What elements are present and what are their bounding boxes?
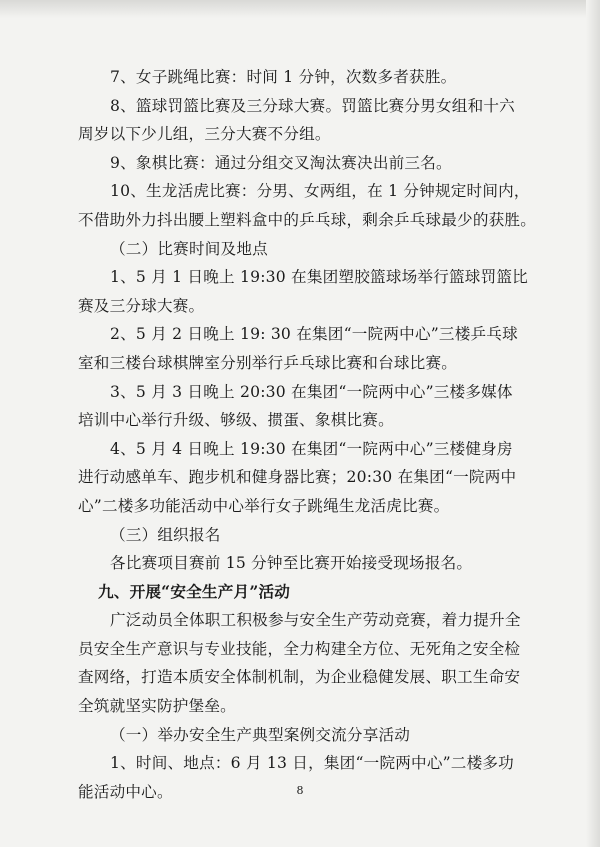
text-line: 广泛动员全体职工积极参与安全生产劳动竞赛，着力提升全 <box>110 611 521 630</box>
text-line: 10、生龙活虎比赛：分男、女两组，在 1 分钟规定时间内， <box>110 182 530 201</box>
text-line: 赛及三分球大赛。 <box>78 296 205 315</box>
text-line: 各比赛项目赛前 15 分钟至比赛开始接受现场报名。 <box>110 554 473 573</box>
text-line: （二）比赛时间及地点 <box>110 239 268 258</box>
text-line: 9、象棋比赛：通过分组交叉淘汰赛决出前三名。 <box>110 153 452 172</box>
section-heading: 九、开展“安全生产月”活动 <box>98 581 291 601</box>
text-line: 3、5 月 3 日晚上 20:30 在集团“一院两中心”三楼多媒体 <box>110 382 513 401</box>
text-line: 全筑就坚实防护堡垒。 <box>78 697 236 716</box>
text-line: 2、5 月 2 日晚上 19: 30 在集团“一院两中心”三楼乒乓球 <box>110 325 518 344</box>
text-line: 7、女子跳绳比赛：时间 1 分钟，次数多者获胜。 <box>110 68 457 86</box>
text-line: 8、篮球罚篮比赛及三分球大赛。罚篮比赛分男女组和十六 <box>110 96 515 115</box>
text-line: 进行动感单车、跑步机和健身器比赛；20:30 在集团“一院两中 <box>78 468 517 487</box>
text-line: 心”二楼多功能活动中心举行女子跳绳生龙活虎比赛。 <box>78 496 450 515</box>
document-body <box>78 63 558 806</box>
text-line: 室和三楼台球棋牌室分别举行乒乓球比赛和台球比赛。 <box>78 353 458 372</box>
text-line: 能活动中心。 <box>78 782 173 801</box>
text-line: 4、5 月 4 日晚上 19:30 在集团“一院两中心”三楼健身房 <box>110 439 513 458</box>
text-line: 查网络，打造本质安全体制机制，为企业稳健发展、职工生命安 <box>78 668 521 687</box>
page-number: 8 <box>296 784 304 797</box>
scan-shadow-top <box>0 0 600 18</box>
text-line: 1、时间、地点：6 月 13 日，集团“一院两中心”二楼多功 <box>110 754 514 773</box>
text-line: 不借助外力抖出腰上塑料盒中的乒乓球，剩余乒乓球最少的获胜。 <box>78 210 537 229</box>
scan-shadow-right <box>586 0 600 847</box>
text-line: 周岁以下少儿组，三分大赛不分组。 <box>78 125 331 144</box>
text-line: 1、5 月 1 日晚上 19:30 在集团塑胶篮球场举行篮球罚篮比 <box>110 268 528 287</box>
text-line: （三）组织报名 <box>110 525 221 544</box>
text-line: 员安全生产意识与专业技能，全力构建全方位、无死角之安全检 <box>78 639 521 658</box>
text-line: 培训中心举行升级、够级、掼蛋、象棋比赛。 <box>78 411 394 430</box>
text-line: （一）举办安全生产典型案例交流分享活动 <box>110 725 411 744</box>
